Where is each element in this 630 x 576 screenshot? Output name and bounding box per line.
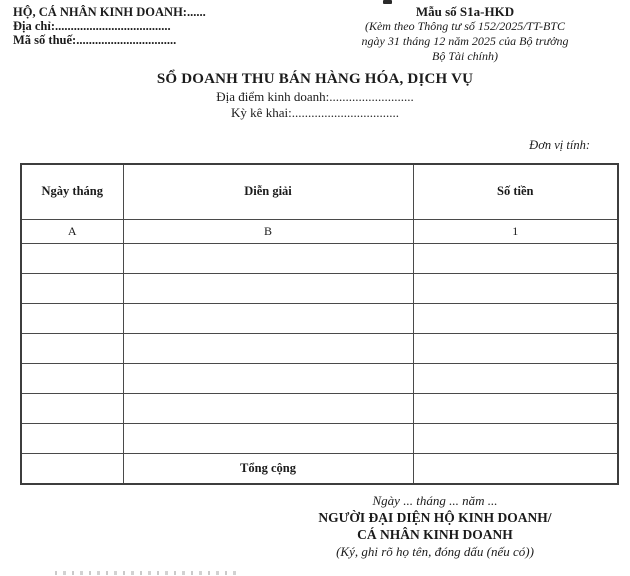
cell-description [123, 423, 413, 453]
table-header-row [21, 164, 618, 219]
total-amount-cell [413, 453, 618, 484]
cell-amount [413, 303, 618, 333]
cell-description [123, 243, 413, 273]
form-note-line3: Bộ Tài chính) [432, 49, 498, 63]
col-code-1: 1 [413, 219, 618, 243]
cell-description [123, 333, 413, 363]
form-note-line1: (Kèm theo Thông tư số 152/2025/TT-BTC [364, 19, 565, 33]
cell-amount [413, 393, 618, 423]
col-code-b: B [123, 219, 413, 243]
business-location-line: Địa điểm kinh doanh:.......................... [216, 89, 414, 104]
form-number-block [330, 4, 600, 64]
table-row [21, 243, 618, 273]
table-row [21, 393, 618, 423]
address-line: Địa chỉ:..................................... [13, 19, 171, 33]
total-row-date-cell [21, 453, 123, 484]
business-owner-line: HỘ, CÁ NHÂN KINH DOANH:...... [13, 5, 206, 19]
total-row [21, 453, 618, 484]
tax-code-line: Mã số thuế:................................ [13, 33, 177, 47]
col-header-amount: Số tiền [413, 164, 618, 219]
table-row [21, 333, 618, 363]
cell-description [123, 303, 413, 333]
signature-date-line: Ngày ... tháng ... năm ... [372, 493, 498, 508]
column-code-row [21, 219, 618, 243]
cell-date [21, 393, 123, 423]
cell-amount [413, 423, 618, 453]
cell-description [123, 393, 413, 423]
signature-instruction: (Ký, ghi rõ họ tên, đóng dấu (nếu có)) [336, 544, 534, 559]
revenue-table [20, 163, 619, 485]
col-header-description: Diễn giải [123, 164, 413, 219]
total-label: Tổng cộng [123, 453, 413, 484]
clipped-next-page-text [55, 571, 240, 575]
signer-title-line2: CÁ NHÂN KINH DOANH [357, 527, 513, 542]
cell-date [21, 333, 123, 363]
table-row [21, 363, 618, 393]
cell-amount [413, 363, 618, 393]
col-header-date: Ngày tháng [21, 164, 123, 219]
table-row [21, 273, 618, 303]
cell-date [21, 243, 123, 273]
cell-amount [413, 333, 618, 363]
cell-amount [413, 273, 618, 303]
cell-date [21, 363, 123, 393]
cell-date [21, 423, 123, 453]
form-note-line2: ngày 31 tháng 12 năm 2025 của Bộ trưởng [361, 34, 569, 48]
table-row [21, 423, 618, 453]
title-block [0, 70, 630, 120]
signature-block [270, 492, 600, 560]
header-left-block [13, 5, 206, 47]
cell-description [123, 273, 413, 303]
cell-description [123, 363, 413, 393]
cell-date [21, 303, 123, 333]
signer-title-line1: NGƯỜI ĐẠI DIỆN HỘ KINH DOANH/ [318, 510, 552, 525]
col-code-a: A [21, 219, 123, 243]
table-row [21, 303, 618, 333]
cell-date [21, 273, 123, 303]
unit-label: Đơn vị tính: [529, 138, 590, 152]
declaration-period-line: Kỳ kê khai:................................. [231, 104, 399, 120]
cell-amount [413, 243, 618, 273]
form-number: Mẫu số S1a-HKD [415, 4, 515, 19]
document-title: SỔ DOANH THU BÁN HÀNG HÓA, DỊCH VỤ [156, 71, 474, 87]
